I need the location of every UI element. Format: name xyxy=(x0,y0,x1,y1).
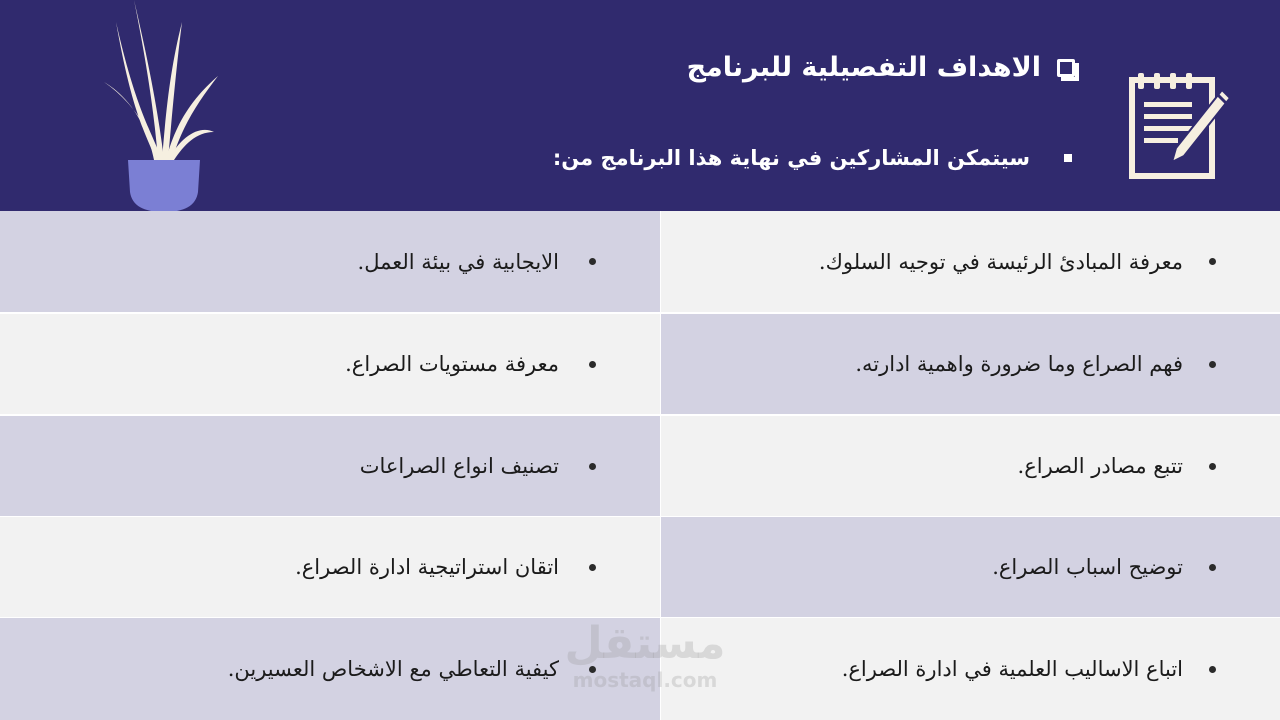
bullet-icon xyxy=(589,666,596,673)
subtitle-text: سيتمكن المشاركين في نهاية هذا البرنامج من: xyxy=(552,146,1030,170)
bullet-icon xyxy=(1209,463,1216,470)
list-item-text: اتقان استراتيجية ادارة الصراع. xyxy=(295,555,559,579)
watermark-latin: mostaql.com xyxy=(572,668,718,692)
bullet-icon xyxy=(1209,258,1216,265)
list-item-text: الايجابية في بيئة العمل. xyxy=(357,249,559,274)
objectives-left-column xyxy=(0,211,660,720)
list-item xyxy=(661,211,1280,312)
watermark-arabic: مستقل xyxy=(564,618,726,669)
notepad-pencil-icon xyxy=(1128,70,1232,184)
subtitle xyxy=(553,146,1072,170)
list-item xyxy=(661,517,1280,617)
list-item xyxy=(0,416,660,516)
bullet-icon xyxy=(1209,666,1216,673)
list-item-text: توضيح اسباب الصراع. xyxy=(992,555,1183,579)
header-banner xyxy=(0,0,1280,211)
potted-plant-icon xyxy=(96,0,226,216)
objectives-right-column xyxy=(661,211,1280,720)
title-text: الاهداف التفصيلية للبرنامج xyxy=(686,52,1041,83)
bullet-icon xyxy=(589,463,596,470)
list-item xyxy=(0,211,660,312)
page-title xyxy=(687,52,1075,83)
list-item-text: معرفة مستويات الصراع. xyxy=(345,352,559,376)
checkbox-icon xyxy=(1057,59,1075,77)
list-item-text: اتباع الاساليب العلمية في ادارة الصراع. xyxy=(841,657,1183,681)
bullet-icon xyxy=(1209,361,1216,368)
list-item-text: تصنيف انواع الصراعات xyxy=(359,454,559,478)
list-item xyxy=(0,618,660,720)
list-item xyxy=(661,314,1280,414)
list-item-text: تتبع مصادر الصراع. xyxy=(1017,454,1183,478)
square-bullet-icon xyxy=(1064,154,1072,162)
bullet-icon xyxy=(589,361,596,368)
list-item xyxy=(661,416,1280,516)
bullet-icon xyxy=(1209,564,1216,571)
objectives-grid xyxy=(0,211,1280,720)
bullet-icon xyxy=(589,564,596,571)
list-item-text: كيفية التعاطي مع الاشخاص العسيرين. xyxy=(227,657,559,681)
list-item-text: معرفة المبادئ الرئيسة في توجيه السلوك. xyxy=(818,249,1183,274)
list-item xyxy=(661,618,1280,720)
list-item-text: فهم الصراع وما ضرورة واهمية ادارته. xyxy=(855,352,1183,376)
bullet-icon xyxy=(589,258,596,265)
list-item xyxy=(0,517,660,617)
list-item xyxy=(0,314,660,414)
